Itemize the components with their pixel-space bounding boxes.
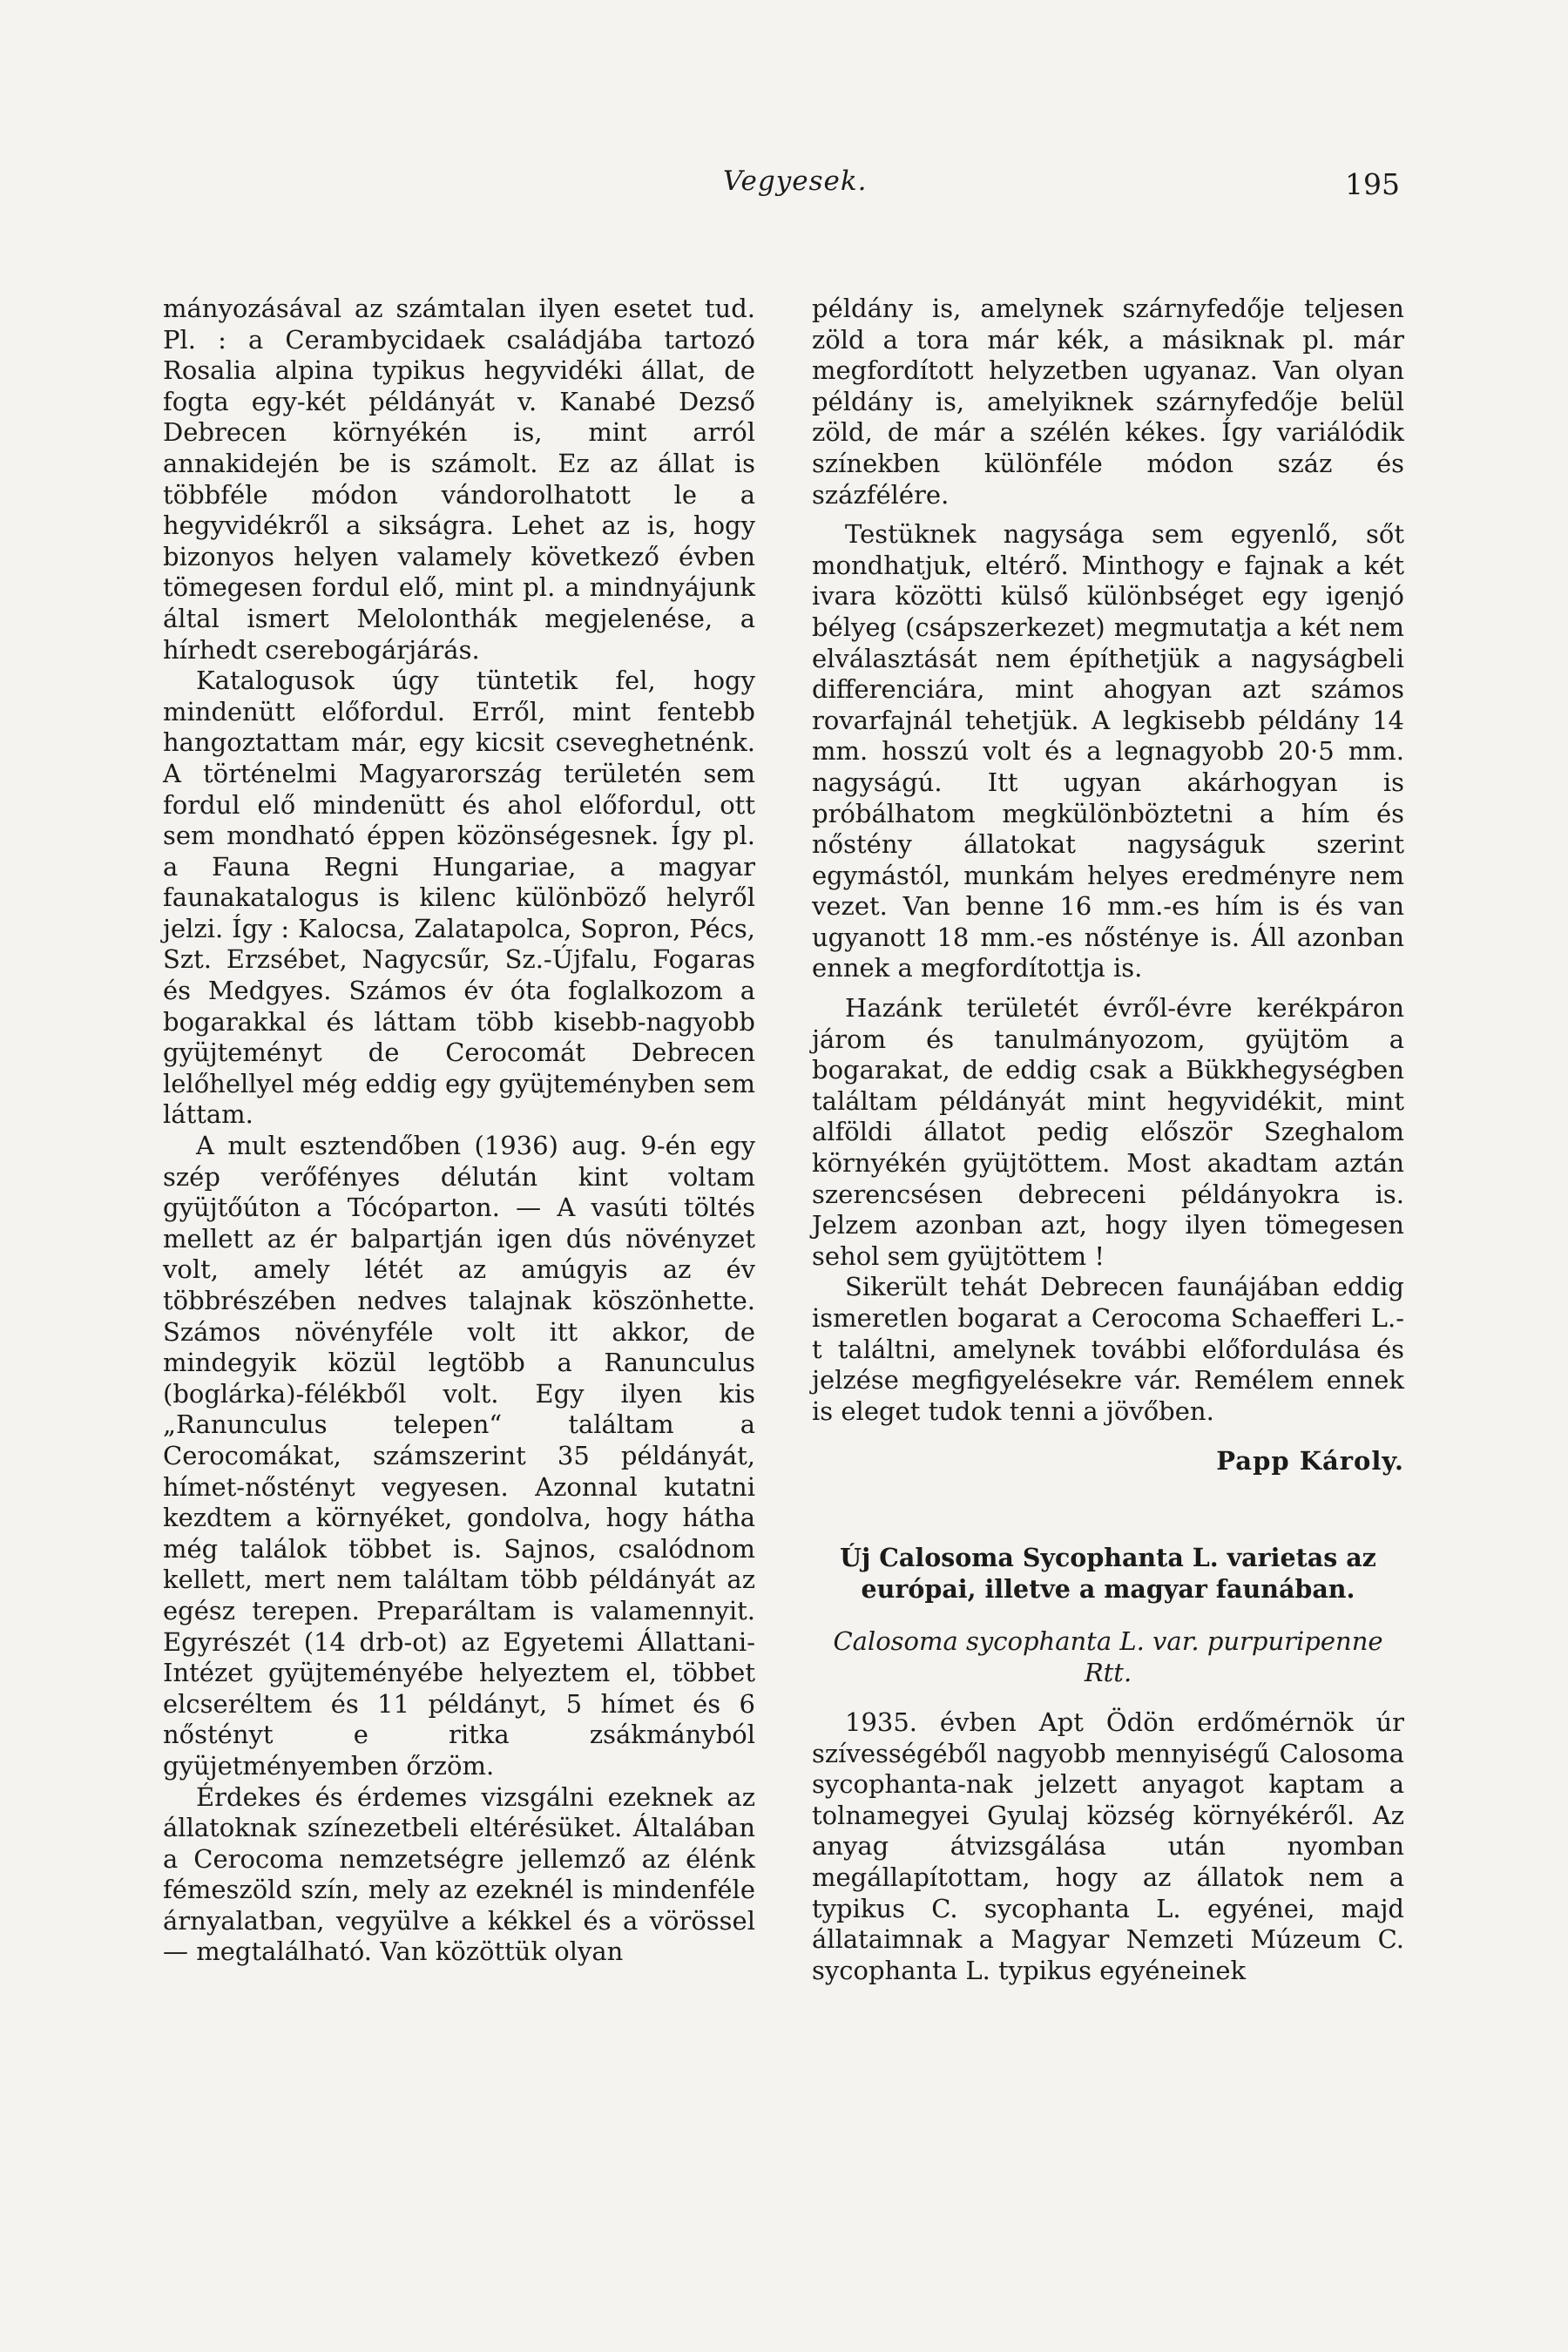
- running-head: Vegyesek.: [723, 166, 868, 197]
- paragraph: 1935. évben Apt Ödön erdőmérnök úr szívességéből nagyobb mennyiségű Calosoma sycophanta-nak jelzett anyagot kaptam a tolnamegyei Gyulaj község környékéről. Az anyag átvizsgálása után nyomban megállapítottam, hogy az állatok nem a typikus C. sycophanta L. egyénei, majd állataimnak a Magyar Nemzeti Múzeum C. sycophanta L. typikus egyéneinek: [812, 1707, 1404, 1985]
- author-signature: Papp Károly.: [1216, 1446, 1404, 1477]
- left-column: [163, 294, 755, 1968]
- paragraph: Érdekes és érdemes vizsgálni ezeknek az állatoknak színezetbeli eltérésüket. Általában a Cerocoma nemzetségre jellemző az élénk fémeszöld szín, mely az ezeknél is mindenféle árnyalatban, vegyülve a kékkel és a vörössel — megtalálható. Van közöttük olyan: [163, 1781, 755, 1967]
- paragraph: Sikerült tehát Debrecen faunájában eddig ismeretlen bogarat a Cerocoma Schaefferi L.-t találtni, amelynek további előfordulása és jelzése megfigyelésekre vár. Remélem ennek is eleget tudok tenni a jövőben.: [812, 1272, 1404, 1426]
- paragraph: példány is, amelynek szárnyfedője teljesen zöld a tora már kék, a másiknak pl. már megfordított helyzetben ugyanaz. Van olyan példány is, amelyiknek szárnyfedője belül zöld, de már a szélén kékes. Így variálódik színekben különféle módon száz és százfélére.: [812, 294, 1404, 510]
- page-number: 195: [1345, 167, 1400, 201]
- paragraph: Katalogusok úgy tüntetik fel, hogy mindenütt előfordul. Erről, mint fentebb hangoztattam már, egy kicsit cseveghetnénk. A történelmi Magyarország területén sem fordul elő mindenütt és ahol előfordul, ott sem mondható éppen közönségesnek. Így pl. a Fauna Regni Hungariae, a magyar faunakatalogus is kilenc különböző helyről jelzi. Így : Kalocsa, Zalatapolca, Sopron, Pécs, Szt. Erzsébet, Nagycsűr, Sz.-Újfalu, Fogaras és Medgyes. Számos év óta foglalkozom a bogarakkal és láttam több kisebb-nagyobb gyüjteményt de Cerocomát Debrecen lelőhellyel még eddig egy gyüjteményben sem láttam.: [163, 666, 755, 1130]
- paragraph: Hazánk területét évről-évre kerékpáron járom és tanulmányozom, gyüjtöm a bogarakat, de eddig csak a Bükkhegységben találtam példányát mint hegyvidékit, mint alföldi állatot pedig először Szeghalom környékén gyüjtöttem. Most akadtam aztán szerencsésen debreceni példányokra is. Jelzem azonban azt, hogy ilyen tömegesen sehol sem gyüjtöttem !: [812, 993, 1404, 1271]
- paragraph: mányozásával az számtalan ilyen esetet tud. Pl. : a Cerambycidaek családjába tartozó Rosalia alpina typikus hegyvidéki állat, de fogta egy-két példányát v. Kanabé Dezső Debrecen környékén is, mint arról annakidején be is számolt. Ez az állat is többféle módon vándorolhatott le a hegyvidékről a sikságra. Lehet az is, hogy bizonyos helyen valamely következő évben tömegesen fordul elő, mint pl. a mindnyájunk által ismert Melolonthák megjelenése, a hírhedt cserebogárjárás.: [163, 294, 755, 665]
- page-header: [0, 166, 1568, 218]
- article-subtitle: Calosoma sycophanta L. var. purpuripenne Rtt.: [833, 1625, 1383, 1687]
- paragraph: A mult esztendőben (1936) aug. 9-én egy szép verőfényes délután kint voltam gyüjtőúton a Tócóparton. — A vasúti töltés mellett az ér balpartján igen dús növényzet volt, amely létét az amúgyis az év többrészében nedves talajnak köszönhette. Számos növényféle volt itt akkor, de mindegyik közül legtöbb a Ranunculus (boglárka)-félékből volt. Egy ilyen kis „Ranunculus telepen“ találtam a Cerocomákat, számszerint 35 példányát, hímet-nőstényt vegyesen. Azonnal kutatni kezdtem a környéket, gondolva, hogy hátha még találok többet is. Sajnos, csalódnom kellett, mert nem találtam több példányát az egész terepen. Preparáltam is valamennyit. Egyrészét (14 drb-ot) az Egyetemi Állattani-Intézet gyüjteményébe helyeztem el, többet elcseréltem és 11 példányt, 5 hímet és 6 nőstényt e ritka zsákmányból gyüjetményemben őrzöm.: [163, 1131, 755, 1781]
- article-title: Új Calosoma Sycophanta L. varietas az európai, illetve a magyar faunában.: [840, 1542, 1376, 1604]
- paragraph: Testüknek nagysága sem egyenlő, sőt mondhatjuk, eltérő. Minthogy e fajnak a két ivara közötti külső különbséget egy igenjó bélyeg (csápszerkezet) megmutatja a két nem elválasztását nem építhetjük a nagyságbeli differenciára, mint ahogyan azt számos rovarfajnál tehetjük. A legkisebb példány 14 mm. hosszú volt és a legnagyobb 20·5 mm. nagyságú. Itt ugyan akárhogyan is próbálhatom megkülönböztetni a hím és nőstény állatokat nagyságuk szerint egymástól, munkám helyes eredményre nem vezet. Van benne 16 mm.-es hím is és van ugyanott 18 mm.-es nőstényе is. Áll azonban ennek a megfordítottja is.: [812, 519, 1404, 983]
- right-column: [812, 294, 1404, 1986]
